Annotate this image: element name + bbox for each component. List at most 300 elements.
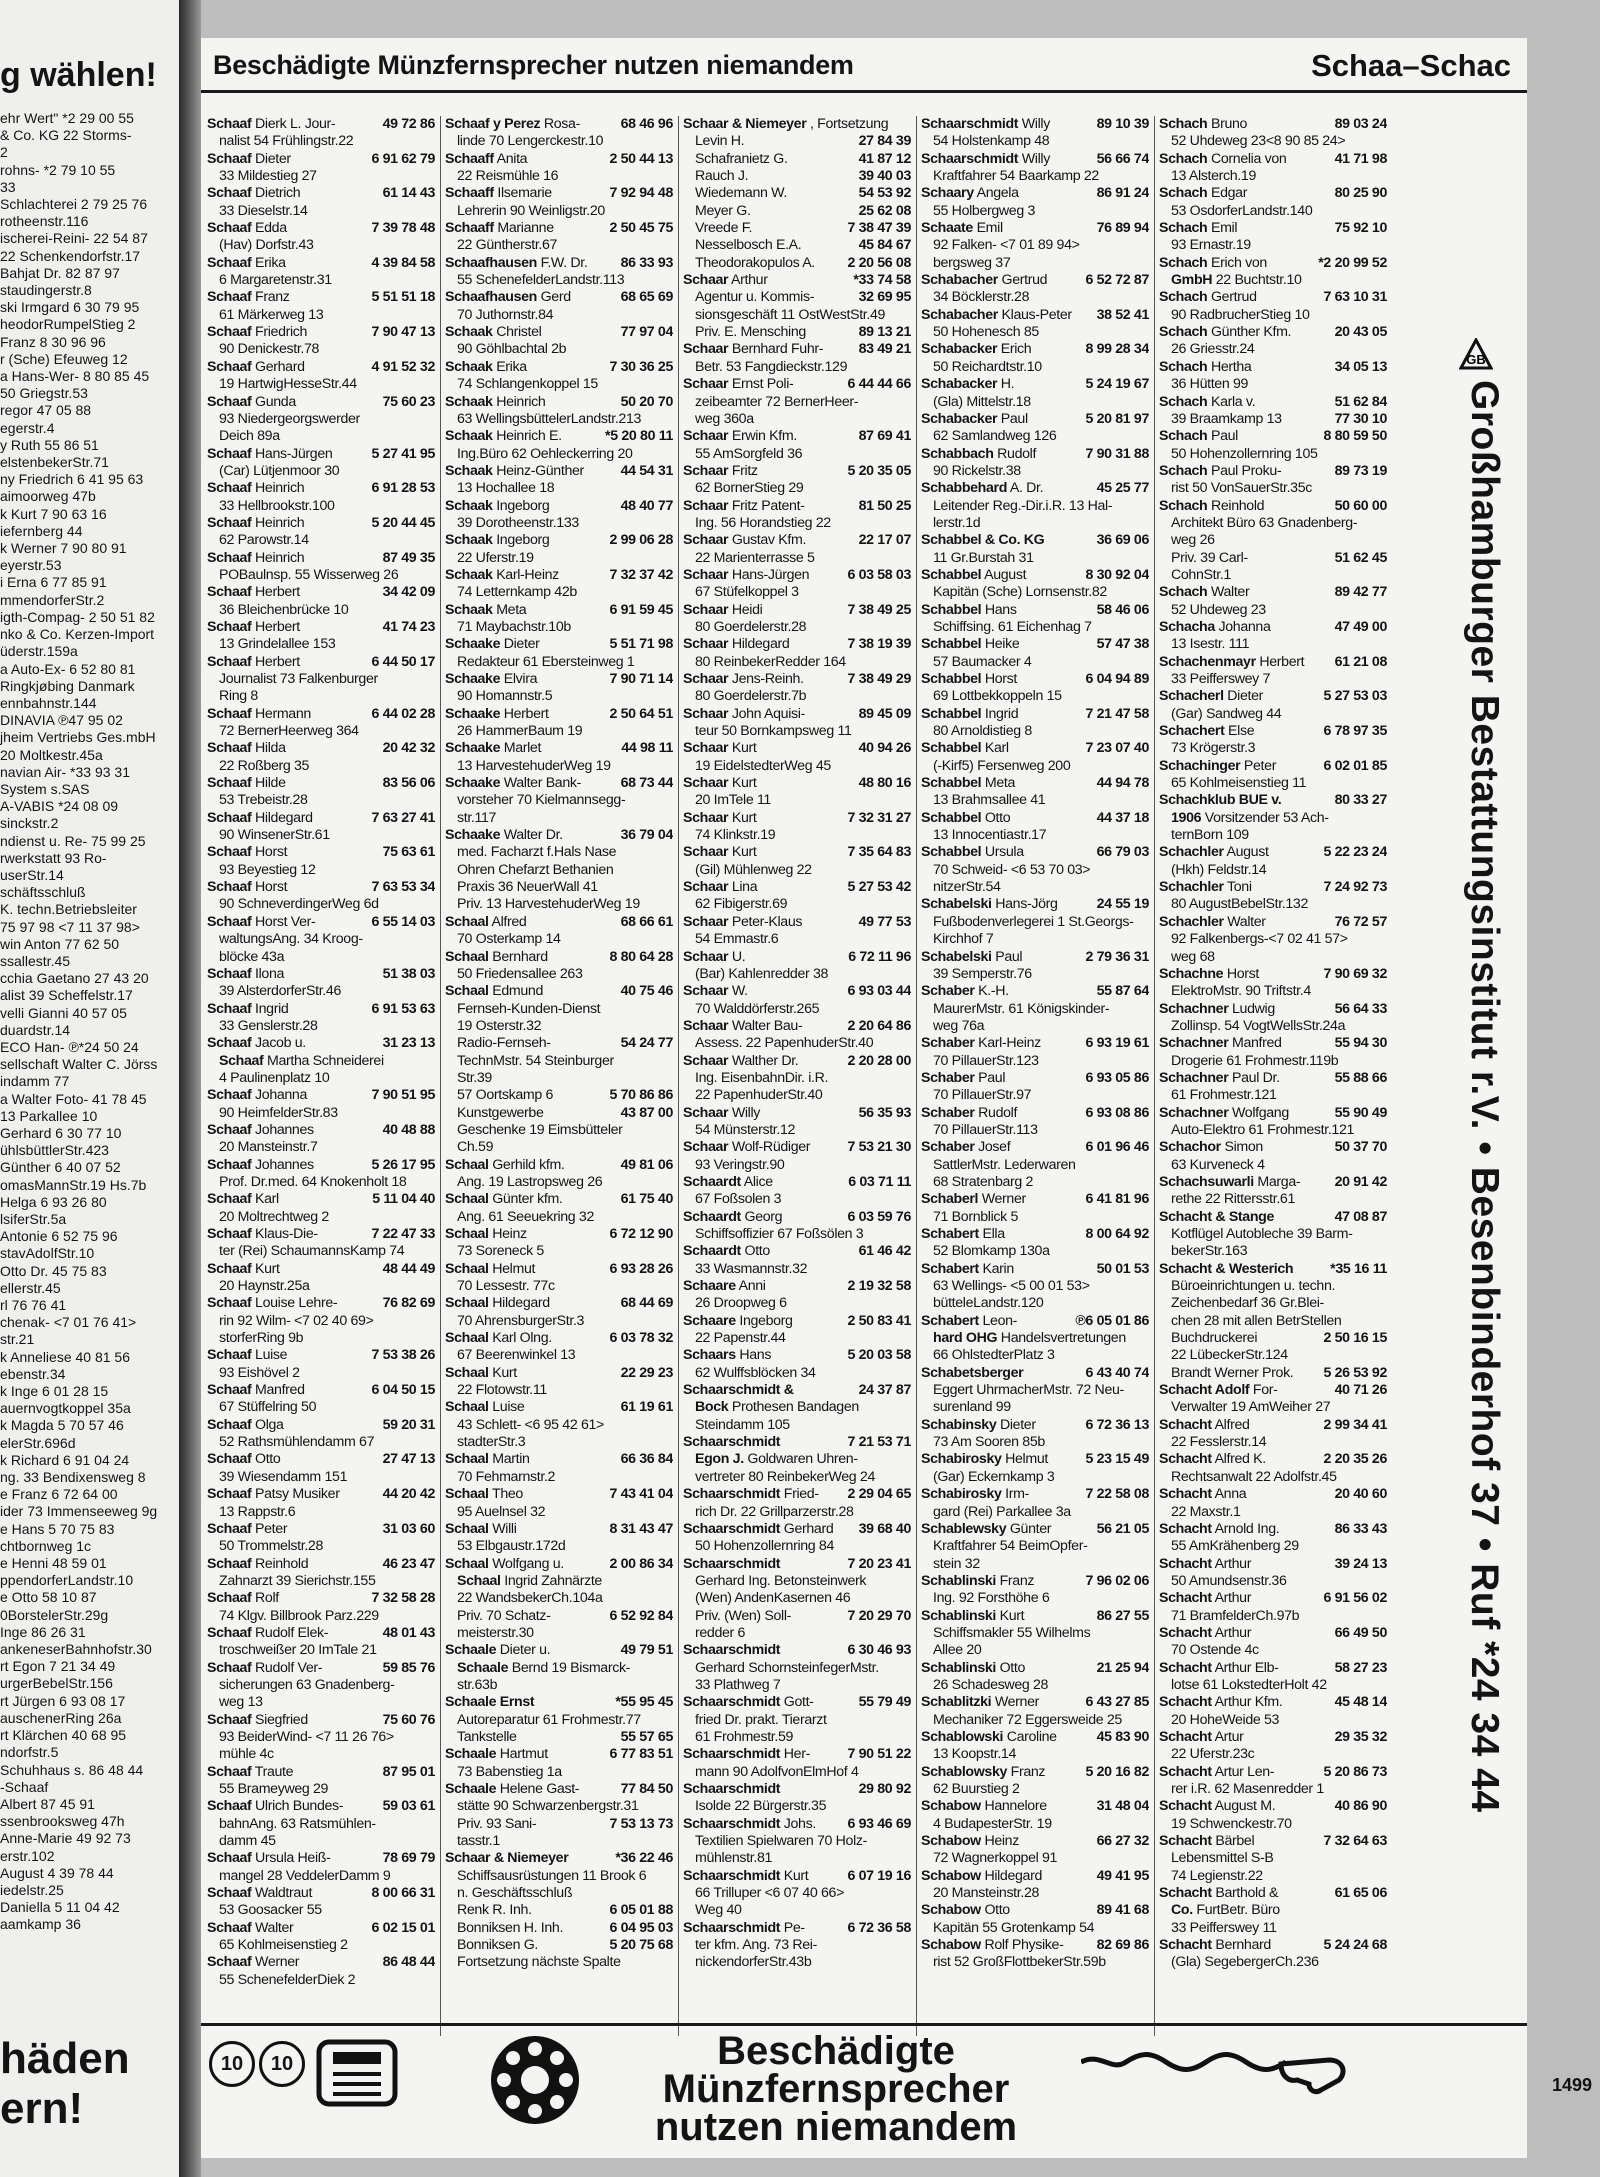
listing-entry [921,758,1149,775]
left-page-line: e Franz 6 72 64 00 [0,1486,118,1503]
entry-phone: 6 01 96 46 [1082,1139,1149,1156]
entry-details: 92 Falkenbergs-<7 02 41 57> [1171,931,1348,948]
entry-details: Erich [1000,341,1032,358]
listing-entry [921,636,1149,653]
listing-entry [445,376,673,393]
listing-entry [683,151,911,168]
entry-phone: 49 72 86 [380,116,435,133]
entry-surname: Schaaf [207,393,252,410]
entry-surname: Schaale [445,1642,497,1659]
listing-entry [1159,1330,1387,1347]
entry-details: Josef [978,1139,1011,1156]
listing-entry [1159,1261,1387,1278]
entry-details: 74 Schlangenkoppel 15 [457,376,598,393]
left-footer-line: ern! [0,2084,84,2133]
entry-phone: 27 47 13 [380,1451,435,1468]
listing-entry [207,1954,435,1971]
listing-entry [921,1902,1149,1919]
listing-entry [445,515,673,532]
entry-phone: 81 50 25 [856,498,911,515]
listing-entry [683,619,911,636]
entry-details: 39 Wiesendamm 151 [219,1468,348,1485]
entry-details: rich Dr. 22 Grillparzerstr.28 [695,1503,854,1520]
entry-phone: 7 96 02 06 [1082,1573,1149,1590]
entry-phone: 34 05 13 [1332,359,1387,376]
entry-details: Edda [255,220,287,237]
entry-details: (Bar) Kahlenredder 38 [695,965,829,982]
entry-surname: Schaar [683,844,729,861]
listing-entry [1159,1053,1387,1070]
left-page-line: rohns- *2 79 10 55 [0,161,116,178]
listing-entry [445,1434,673,1451]
listing-entry [207,1209,435,1226]
listing-entry [683,896,911,913]
entry-phone: 55 94 30 [1332,1035,1387,1052]
listing-entry [445,1538,673,1555]
listing-entry [921,1382,1149,1399]
entry-details: 52 Rathsmühlendamm 67 [219,1434,375,1451]
left-page-line: stavAdolfStr.10 [0,1245,95,1262]
entry-details: Helene Gast- [499,1781,580,1797]
listing-entry [921,1417,1149,1434]
entry-details: Heinrich [496,393,546,410]
listing-entry [1159,168,1387,185]
entry-surname: Schabirosky [921,1451,1002,1468]
listing-entry [1159,1157,1387,1174]
entry-details: Fritz [731,462,758,479]
entry-surname: Schaardt [683,1208,741,1225]
entry-details: Eggert UhrmacherMstr. 72 Neu- [933,1382,1124,1399]
entry-phone: ℗6 05 01 86 [1072,1313,1149,1330]
entry-phone: 6 77 83 51 [606,1746,673,1763]
entry-surname: Schaaf [207,1416,252,1433]
entry-phone: 40 86 90 [1332,1798,1387,1815]
left-page-line: K. techn.Betriebsleiter [0,901,137,918]
listing-entry [921,1226,1149,1243]
listing-entry [1159,1278,1387,1295]
listing-entry [921,1816,1149,1833]
entry-details: Horst [255,879,288,896]
entry-phone: 6 93 08 86 [1082,1105,1149,1122]
entry-details: Schiffsing. 61 Eichenhag 7 [933,618,1092,635]
listing-entry [1159,827,1387,844]
entry-details: 72 BernerHeerweg 364 [219,723,359,740]
entry-details: weg 360a [695,410,754,427]
entry-surname: Schaaf [207,1624,252,1641]
entry-details: 22 Uferstr.23c [1171,1746,1255,1763]
left-page-line: indamm 77 [0,1073,70,1090]
entry-details: Werner [255,1954,300,1971]
entry-phone: 54 53 92 [856,185,911,202]
entry-details: Redakteur 61 Ebersteinweg 1 [457,653,635,670]
entry-phone: 44 20 42 [380,1486,435,1503]
listing-entry [207,1469,435,1486]
entry-phone: 56 21 05 [1094,1521,1149,1538]
entry-surname: Schach [1159,289,1208,306]
entry-details: Kurt [731,844,757,861]
listing-entry [683,1191,911,1208]
listing-entry [1159,1764,1387,1781]
entry-details: Franz [999,1572,1035,1589]
entry-details: Kirchhof 7 [933,931,994,948]
left-page-line: elerStr.696d [0,1434,76,1451]
entry-surname: Schaar [683,671,729,687]
listing-entry [921,1087,1149,1104]
entry-details: Traute [254,1763,294,1780]
listing-entry [445,1556,673,1573]
entry-surname: Schaaf [207,185,252,202]
entry-details: zeibeamter 72 BernerHeer- [695,393,859,410]
entry-details: rist 52 GroßFlottbekerStr.59b [933,1954,1106,1971]
entry-surname: Schaal [445,1399,489,1416]
entry-surname: Schaak [445,428,493,445]
entry-surname: Schaaff [445,220,494,237]
entry-details: TechnMstr. 54 Steinburger [457,1052,614,1069]
listing-entry [683,168,911,185]
entry-phone: 61 65 06 [1332,1885,1387,1902]
entry-details: teur 50 Bornkampsweg 11 [695,723,852,740]
entry-details: Heinrich [255,514,305,531]
left-page-line: k Magda 5 70 57 46 [0,1417,124,1434]
entry-surname: Schachor [1159,1139,1221,1156]
entry-details: 36 Bleichenbrücke 10 [219,601,349,618]
listing-entry [1159,341,1387,358]
entry-details: Hertha [1210,358,1252,375]
listing-entry [921,688,1149,705]
entry-details: bütteleLandstr.120 [933,1295,1044,1312]
listing-entry [445,1902,673,1919]
listing-entry [445,255,673,272]
entry-details: 70 Juthornstr.84 [457,306,554,323]
entry-phone: 2 50 16 15 [1320,1330,1387,1347]
entry-surname: Schaar & Niemeyer [683,116,807,132]
listing-entry [921,1504,1149,1521]
entry-phone: 24 55 19 [1094,896,1149,913]
left-page-line: rt Klärchen 40 68 95 [0,1727,127,1744]
entry-details: 70 Osterkamp 14 [457,931,561,948]
listing-entry [1159,151,1387,168]
entry-phone: 7 21 47 58 [1082,706,1149,723]
entry-surname: Schabbel & Co. KG [921,532,1045,549]
listing-entry [683,1781,911,1798]
entry-phone: 75 92 10 [1332,220,1387,237]
listing-entry [445,220,673,237]
listing-entry [207,498,435,515]
listing-entry [921,480,1149,497]
listing-entry [445,463,673,480]
entry-details: 11 Gr.Burstah 31 [933,549,1034,566]
entry-surname: Schaar [683,636,729,653]
entry-details: Ingeborg [496,497,550,514]
entry-details: Gerhard [255,358,305,375]
entry-details: Wolfgang u. [492,1555,564,1572]
entry-details: 66 OhlstedterPlatz 3 [933,1347,1055,1364]
entry-details: Zollinsp. 54 VogtWellsStr.24a [1171,1017,1346,1034]
entry-details: Radio-Fernseh- [457,1035,551,1052]
entry-surname: Schaar [683,740,729,757]
entry-phone: 59 20 31 [380,1417,435,1434]
entry-details: U. [731,948,746,965]
listing-entry [1159,1191,1387,1208]
entry-details: Lebensmittel S-B [1171,1850,1274,1867]
left-page-line: 75 97 98 <7 11 37 98> [0,918,140,935]
listing-entry [445,1001,673,1018]
entry-details: vertreter 80 ReinbekerWeg 24 [695,1468,875,1485]
listing-entry [921,1434,1149,1451]
entry-details: Paul Proku- [1210,462,1282,479]
entry-surname: Schaarschmidt & [683,1382,794,1399]
entry-surname: Schach [1159,324,1208,341]
svg-text:GB: GB [1466,352,1486,367]
entry-details: August [984,566,1027,583]
entry-details: Peter [255,1520,288,1537]
entry-details: bergsweg 37 [933,254,1011,271]
listing-entry [921,1521,1149,1538]
entry-details: Leitender Reg.-Dir.i.R. 13 Hal- [933,497,1113,514]
listing-entry [683,1677,911,1694]
entry-details: Erika [255,254,286,271]
listing-entry [921,1729,1149,1746]
listing-entry [207,1451,435,1468]
listing-entry [921,949,1149,966]
entry-details: Marlet [503,740,542,757]
listing-entry [207,532,435,549]
entry-phone: 39 40 03 [856,168,911,185]
entry-surname: Schaafhausen [445,289,537,306]
listing-entry [445,1954,673,1971]
entry-details: Tankstelle [457,1728,517,1745]
entry-phone: 6 91 59 45 [606,602,673,619]
entry-details: CohnStr.1 [1171,566,1231,583]
listing-entry [921,1712,1149,1729]
entry-surname: Schaaf [207,809,252,826]
entry-phone: 46 23 47 [380,1556,435,1573]
entry-phone: 6 03 59 76 [844,1209,911,1226]
entry-phone: 2 50 83 41 [844,1313,911,1330]
listing-entry [207,1746,435,1763]
entry-details: bekerStr.163 [1171,1243,1248,1260]
listing-entry [207,1087,435,1104]
entry-details: Karl-Heinz [978,1035,1041,1052]
listing-entry [683,1035,911,1052]
entry-details: Heinrich E. [496,428,562,445]
listing-entry [1159,619,1387,636]
listing-entry [683,879,911,896]
entry-surname: Bock [695,1399,729,1416]
listing-entry [445,1521,673,1538]
entry-surname: Schabow [921,1902,981,1919]
entry-details: 90 SchneverdingerWeg 6d [219,896,379,913]
entry-details: Dieter [999,1416,1036,1433]
listing-entry [683,1868,911,1885]
left-page-line: egerstr.4 [0,419,55,436]
entry-phone: 8 00 64 92 [1082,1226,1149,1243]
left-page-line: auschenerRing 26a [0,1709,122,1726]
entry-details: 39 Dorotheenstr.133 [457,514,579,531]
entry-surname: Schach [1159,254,1208,271]
listing-entry [683,862,911,879]
entry-surname: Schaaf [207,116,252,132]
entry-surname: Schablowsky [921,1763,1008,1780]
entry-phone: 5 20 35 05 [844,463,911,480]
listing-entry [921,1954,1149,1971]
listing-entry [921,1885,1149,1902]
listing-entry [921,272,1149,289]
entry-surname: Schabacker [921,410,998,427]
entry-details: storferRing 9b [219,1330,304,1347]
left-page-line: aimoorweg 47b [0,488,96,505]
listing-entry [683,1816,911,1833]
entry-phone: 89 13 21 [856,324,911,341]
entry-details: SattlerMstr. Lederwaren [933,1156,1076,1173]
entry-surname: Schaar [683,497,729,514]
listing-entry [683,203,911,220]
entry-phone: 20 40 60 [1332,1486,1387,1503]
entry-surname: Schach [1159,358,1208,375]
listing-entry [1159,1868,1387,1885]
entry-details: Gunda [255,393,296,410]
entry-details: 33 Genslerstr.28 [219,1017,318,1034]
entry-details: Priv. (Wen) Soll- [695,1607,792,1624]
entry-surname: Schacht [1159,1659,1212,1676]
left-page-line: ühlsbüttlerStr.423 [0,1142,109,1159]
listing-entry [921,1157,1149,1174]
entry-details: Walter Bau- [731,1017,803,1034]
entry-phone: 40 71 26 [1332,1382,1387,1399]
listing-entry [207,844,435,861]
listing-entry [921,498,1149,515]
entry-details: Brandt Werner Prok. [1171,1364,1294,1381]
listing-entry [683,1902,911,1919]
entry-phone: 2 00 86 34 [606,1556,673,1573]
left-page-line: a Auto-Ex- 6 52 80 81 [0,660,136,677]
entry-details: 63 Kurveneck 4 [1171,1156,1265,1173]
entry-surname: Schacht [1159,1555,1212,1572]
listing-entry [207,1521,435,1538]
listing-entry [921,1295,1149,1312]
entry-details: mühlenstr.81 [695,1850,773,1867]
entry-details: 39 AlsterdorferStr.46 [219,983,341,1000]
entry-details: Ursula Heiß- [255,1850,331,1867]
entry-surname: Schaar [683,1052,729,1069]
entry-phone: 7 53 13 73 [606,1816,673,1833]
entry-phone: 66 36 84 [618,1451,673,1468]
entry-details: meisterstr.30 [457,1624,534,1641]
entry-details: Else [1228,723,1255,740]
entry-details: (Gla) SegebergerCh.236 [1171,1954,1319,1971]
entry-details: Paul [1000,410,1028,427]
entry-details: 93 Veringstr.90 [695,1156,785,1173]
entry-details: 52 Uhdeweg 23 [1171,601,1266,618]
listing-entry [445,1625,673,1642]
listing-entry [207,376,435,393]
entry-details: Christel [496,324,542,341]
entry-details: Bonniksen G. [457,1937,538,1954]
entry-details: Irm- [1005,1486,1029,1503]
entry-details: Günter kfm. [492,1191,563,1208]
entry-surname: Schaber [921,983,975,1000]
entry-details: Ingrid [984,705,1019,722]
entry-details: 19 Schwenckestr.70 [1171,1815,1292,1832]
column-divider [916,116,917,2036]
entry-surname: Schacht [1159,1451,1212,1468]
listing-entry [683,498,911,515]
entry-details: Anna [1214,1486,1247,1503]
entry-details: Karl-Heinz [496,566,559,583]
entry-details: 13 Koopstr.14 [933,1746,1017,1763]
listing-entry [207,1330,435,1347]
entry-phone: 6 52 72 87 [1082,272,1149,289]
listing-entry [683,740,911,757]
entry-phone: 50 37 70 [1332,1139,1387,1156]
entry-surname: Schacha [1159,618,1215,635]
entry-phone: 76 89 94 [1094,220,1149,237]
entry-details: Kurt [999,1607,1025,1624]
entry-details: 74 Klgv. Billbrook Parz.229 [219,1607,379,1624]
entry-surname: Schaar [683,272,729,289]
entry-details: Allee 20 [933,1642,982,1659]
entry-surname: Schablewsky [921,1520,1007,1537]
entry-details: 62 Samlandweg 126 [933,428,1057,445]
entry-phone: 66 79 03 [1094,844,1149,861]
entry-details: MaurerMstr. 61 Königskinder- [933,1000,1110,1017]
listing-entry [207,1174,435,1191]
listing-entry [207,1556,435,1573]
entry-details: 22 Güntherstr.67 [457,237,558,254]
left-page-line: ndorfstr.5 [0,1744,59,1761]
entry-phone: 8 00 66 31 [368,1885,435,1902]
listing-entry [1159,1001,1387,1018]
entry-surname: Schaaf [207,1035,252,1052]
entry-phone: 40 94 26 [856,740,911,757]
listing-entry [445,1174,673,1191]
entry-details: Reinhold [1210,497,1265,514]
entry-details: 55 Brameyweg 29 [219,1781,329,1797]
entry-surname: Schaar [683,532,729,549]
listing-entry [1159,463,1387,480]
book-spine [179,0,201,2177]
entry-phone: 40 75 46 [618,983,673,1000]
listing-entry [921,1764,1149,1781]
entry-details: Heinz [492,1226,527,1242]
entry-details: Ingrid [255,1000,289,1017]
entry-details: (-Kirf5) Fersenweg 200 [933,757,1071,774]
entry-surname: Schaaf [207,1087,252,1104]
entry-details: Kraftfahrer 54 Baarkamp 22 [933,168,1099,185]
entry-phone: 5 11 04 40 [369,1191,435,1208]
entry-phone: 68 46 96 [618,116,673,133]
left-page-line: 0BorstelerStr.29g [0,1606,109,1623]
listing-entry [921,1694,1149,1711]
entry-details: nitzerStr.54 [933,879,1001,896]
listing-entry [683,758,911,775]
entry-details: Alice [743,1173,773,1190]
entry-phone: *35 16 11 [1327,1261,1387,1278]
entry-details: Büroeinrichtungen u. techn. [1171,1278,1336,1295]
listing-entry [1159,1399,1387,1416]
entry-details: rethe 22 Rittersstr.61 [1171,1191,1295,1208]
entry-details: Schafranietz G. [695,150,788,167]
entry-details: Günter [1009,1520,1052,1537]
listing-entry [921,1868,1149,1885]
entry-details: 22 LübeckerStr.124 [1171,1347,1288,1364]
entry-surname: Schaar [683,913,729,930]
entry-surname: Schaak [445,497,493,514]
entry-details: Bernhard [1215,1937,1271,1954]
listing-entry [445,740,673,757]
entry-surname: Schaaf [207,514,252,531]
listing-entry [1159,1937,1387,1954]
